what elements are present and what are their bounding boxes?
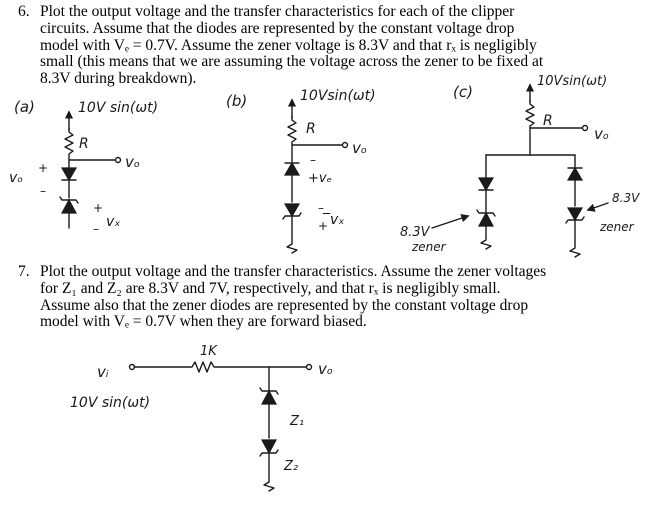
problem-6-line: circuits. Assume that the diodes are represented by the constant voltage drop — [40, 19, 515, 37]
circuit-c-resistor-label: R — [543, 113, 553, 129]
zener-plus-sign: + — [318, 219, 329, 233]
circuit-7-z1-label: Z₁ — [290, 414, 305, 429]
circuit-a-label: (a) — [14, 98, 35, 116]
problem-6-line: model with Vₑ = 0.7V. Assume the zener voltage is 8.3V and that rₓ is negligibly — [40, 36, 537, 54]
circuit-a-zener-voltage: vₓ — [106, 214, 121, 230]
output-terminal-icon — [307, 365, 312, 370]
problem-7-line: Assume also that the zener diodes are represented by the constant voltage drop — [40, 296, 529, 314]
circuit-c-middle-zener-name: zener — [412, 240, 446, 254]
circuit-c-source-label: 10Vsin(ωt) — [537, 74, 608, 89]
problem-7-number: 7. — [18, 263, 30, 280]
circuit-b-resistor-label: R — [306, 121, 316, 137]
circuit-c-right-zener-value: 8.3V — [612, 191, 640, 205]
zener-z1-icon — [262, 391, 276, 404]
circuit-7-output-label: vₒ — [318, 360, 334, 378]
circuit-a-left-voltage: vₒ — [9, 170, 24, 186]
pointer-arrow-icon — [432, 216, 468, 228]
problem-6-line: small (this means that we are assuming the voltage across the zener to be fixed at — [40, 53, 544, 71]
pointer-arrow-icon — [588, 203, 608, 210]
zener-diode-icon — [62, 200, 76, 213]
problem-7-line: model with Vₑ = 0.7V when they are forward biased. — [40, 313, 367, 331]
problem-6-number: 6. — [18, 3, 30, 20]
circuit-a — [9, 98, 158, 236]
circuit-7 — [70, 344, 333, 491]
output-terminal-icon — [116, 158, 121, 163]
circuit-b — [226, 88, 376, 253]
zener-bar — [283, 213, 301, 232]
diode-bar — [62, 180, 76, 198]
zener-z2-icon — [262, 440, 276, 453]
diode-bar — [479, 190, 493, 212]
circuit-b-label: (b) — [226, 92, 248, 110]
circuit-b-zener-voltage: ̅vₓ — [330, 212, 345, 228]
problem-6-line: 8.3V during breakdown). — [40, 70, 197, 88]
circuit-7-resistor-label: 1K — [200, 344, 217, 359]
resistor-icon — [65, 128, 73, 160]
ground-icon — [287, 232, 297, 253]
circuit-a-resistor-label: R — [79, 136, 89, 152]
circuit-7-source-label: 10V sin(ωt) — [70, 395, 151, 411]
zener-minus-sign: – — [93, 222, 99, 236]
problem-7-line: Plot the output voltage and the transfer characteristics. Assume the zener voltages — [40, 263, 547, 280]
diode-icon — [62, 168, 76, 180]
circuit-c-label: (c) — [453, 83, 473, 101]
ground-icon — [260, 450, 278, 491]
plus-sign: + — [38, 161, 49, 175]
circuit-a-source-label: 10V sin(ωt) — [78, 100, 159, 116]
ground-icon — [566, 217, 584, 257]
zener-diode-icon — [479, 213, 493, 226]
zener-diode-icon — [568, 208, 582, 220]
diode-icon — [568, 168, 582, 180]
circuit-b-diode-voltage: +vₑ — [308, 171, 333, 186]
circuit-c — [400, 74, 640, 257]
problem-6-line: Plot the output voltage and the transfer characteristics for each of the clipper — [40, 3, 515, 20]
zener-minus-sign: – — [318, 201, 324, 215]
minus-sign: – — [40, 184, 46, 198]
circuit-b-source-label: 10Vsin(ωt) — [300, 88, 376, 104]
diode-minus-sign: – — [310, 153, 316, 167]
circuit-c-right-zener-name: zener — [600, 220, 634, 234]
circuit-a-output-label: vₒ — [125, 153, 141, 171]
resistor-icon — [134, 362, 306, 372]
output-terminal-icon — [343, 143, 348, 148]
circuit-c-middle-zener-value: 8.3V — [400, 225, 430, 240]
zener-diode-icon — [285, 204, 299, 216]
problem-7-line: for Z₁ and Z₂ are 8.3V and 7V, respectively, and that rₓ is negligibly small. — [40, 279, 501, 297]
resistor-icon — [288, 116, 296, 145]
circuit-b-output-label: vₒ — [352, 139, 368, 157]
diode-icon — [285, 163, 299, 175]
diode-icon — [479, 178, 493, 190]
circuit-7-input-label: vᵢ — [97, 363, 109, 381]
circuit-7-z2-label: Z₂ — [284, 459, 299, 474]
output-terminal-icon — [583, 126, 588, 131]
circuit-c-output-label: vₒ — [594, 125, 610, 143]
zener-plus-sign: + — [93, 201, 104, 215]
